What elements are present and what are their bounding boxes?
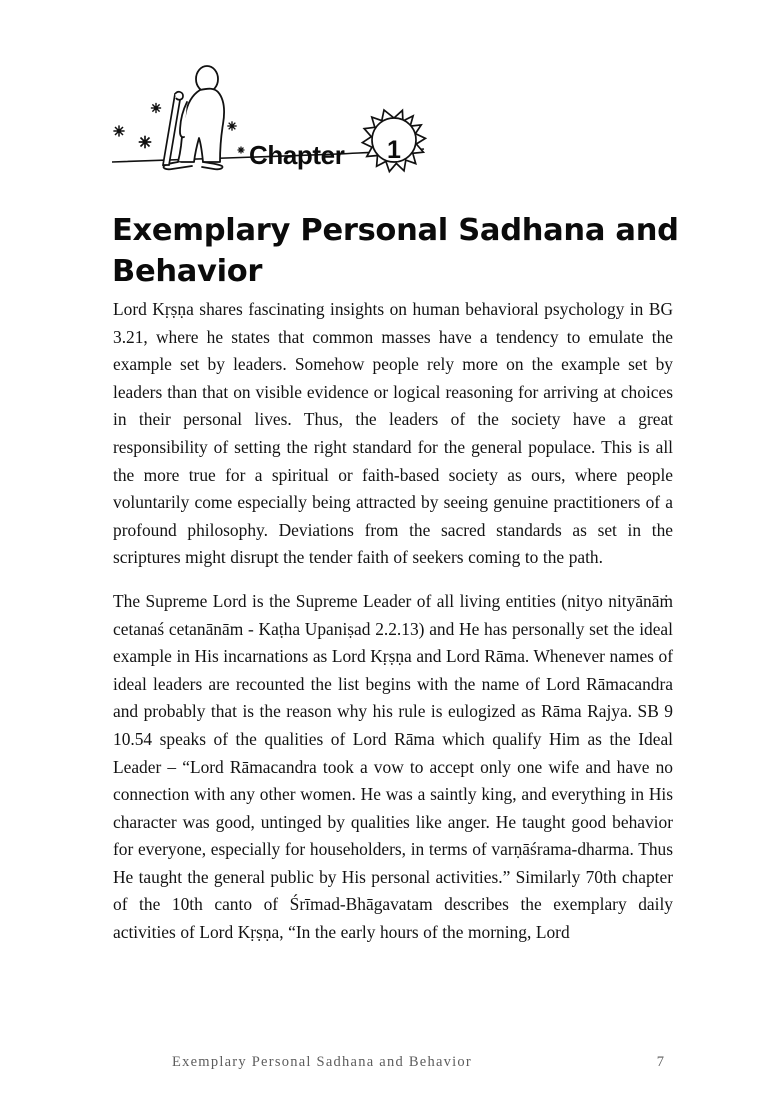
page-footer <box>172 1054 664 1071</box>
flower-ornament-1 <box>151 103 161 113</box>
page-title: Exemplary Personal Sadhana and Behavior <box>112 213 679 290</box>
flower-ornament-2 <box>113 125 124 136</box>
paragraph: Lord Kṛṣṇa shares fascinating insights on human behavioral psychology in BG 3.21, where he states that common masses have a tendency to emulate the example set by leaders. Somehow people rely more on the example set by leaders than that on visible evidence or logical reasoning for arriving at choices in their personal lives. Thus, the leaders of the society have a great responsibility of setting the right standard for the general populace. This is all the more true for a spiritual or faith-based society as ours, where people voluntarily come especially being attracted by seeing genuine practitioners of a profound philosophy. Deviations from the sacred standards as set in the scriptures might disrupt the tender faith of seekers coming to the path. <box>113 299 673 568</box>
chapter-label: Chapter <box>249 140 345 170</box>
flower-ornament-4 <box>227 121 236 130</box>
flower-ornament-3 <box>139 136 152 149</box>
body-text <box>113 296 673 947</box>
footer-page-number: 7 <box>656 1054 664 1070</box>
chapter-banner <box>108 62 428 184</box>
flower-ornament-5 <box>238 147 245 154</box>
footer-running-title: Exemplary Personal Sadhana and Behavior <box>172 1054 473 1070</box>
paragraph: The Supreme Lord is the Supreme Leader of all living entities (nityo nityānāṁ cetanaś cetanānām - Kaṭha Upaniṣad 2.2.13) and He has personally set the ideal example in His incarnations as Lord Kṛṣṇa and Lord Rāma. Whenever names of ideal leaders are recounted the list begins with the name of Lord Rāmacandra and probably that is the reason why his rule is eulogized as Rāma Rajya. SB 9 10.54 speaks of the qualities of Lord Rāma which qualify Him as the Ideal Leader – “Lord Rāmacandra took a vow to accept only one wife and have no connection with any other women. He was a saintly king, and everything in His character was good, untinged by qualities like anger. He taught good behavior for everyone, especially for householders, in terms of varṇāśrama-dharma. Thus He taught the general public by His personal activities.” Similarly 70th chapter of the 10th canto of Śrīmad-Bhāgavatam describes the exemplary daily activities of Lord Kṛṣṇa, “In the early hours of the morning, Lord <box>113 590 673 943</box>
chapter-number: 1 <box>387 136 401 164</box>
